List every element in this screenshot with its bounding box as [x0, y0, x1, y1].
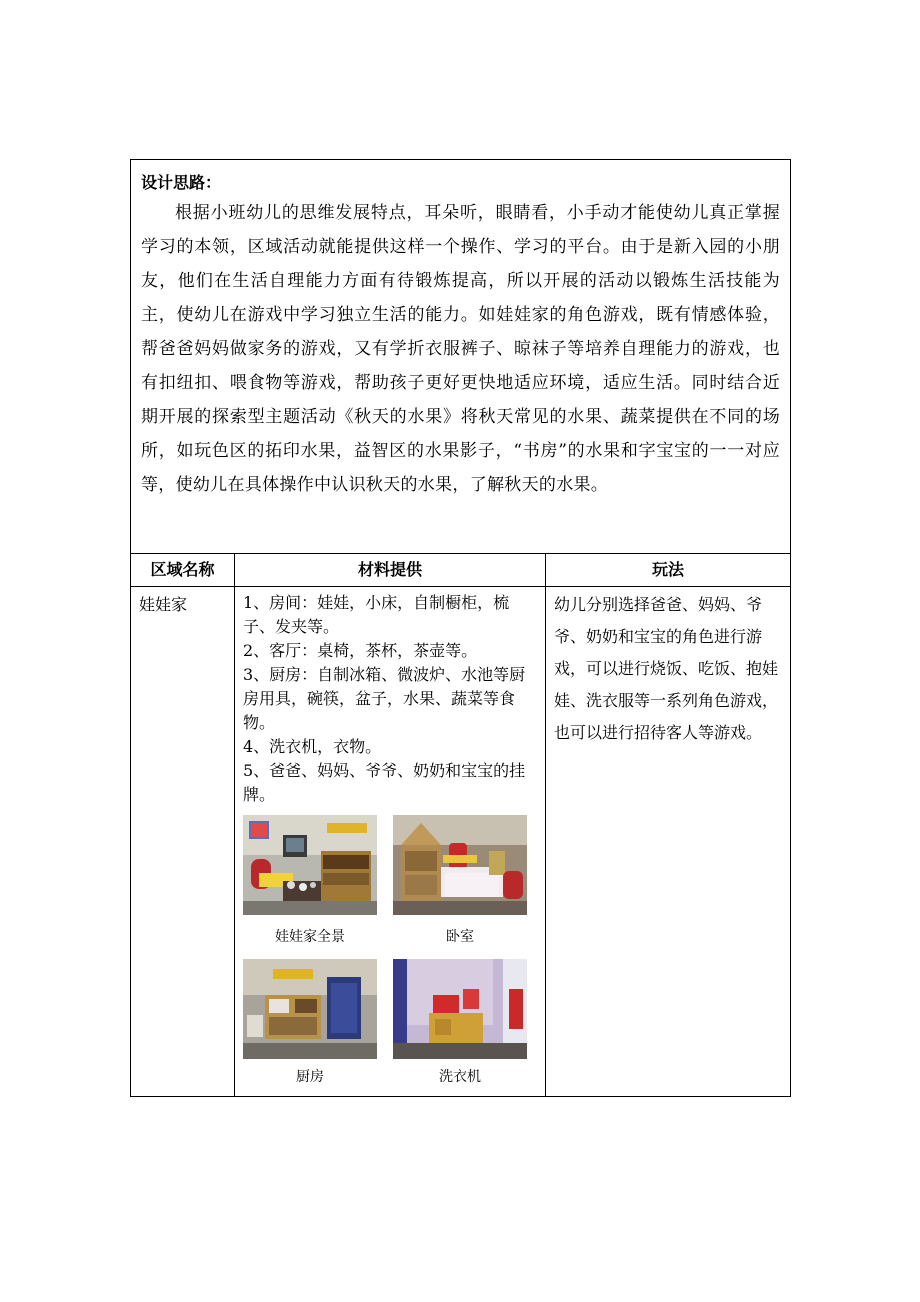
design-cell — [131, 160, 791, 554]
play-cell: 幼儿分别选择爸爸、妈妈、爷爷、奶奶和宝宝的角色进行游戏，可以进行烧饭、吃饭、抱娃娃、洗衣服等一系列角色游戏，也可以进行招待客人等游戏。 — [546, 587, 791, 1097]
material-item: 2、客厅：桌椅，茶杯，茶壶等。 — [243, 641, 478, 660]
photo-caption: 洗衣机 — [439, 1069, 481, 1085]
material-item: 3、厨房：自制冰箱、微波炉、水池等厨房用具，碗筷，盆子，水果、蔬菜等食物。 — [243, 665, 526, 732]
photo-grid — [243, 815, 537, 1091]
material-item: 5、爸爸、妈妈、爷爷、奶奶和宝宝的挂牌。 — [243, 761, 526, 804]
header-play: 玩法 — [546, 554, 791, 587]
materials-cell — [235, 587, 546, 1097]
area-name-cell: 娃娃家 — [131, 587, 235, 1097]
design-body: 根据小班幼儿的思维发展特点，耳朵听，眼睛看，小手动才能使幼儿真正掌握学习的本领，区域活动就能提供这样一个操作、学习的平台。由于是新入园的小朋友，他们在生活自理能力方面有待锻炼提高，所以开展的活动以锻炼生活技能为主，使幼儿在游戏中学习独立生活的能力。如娃娃家的角色游戏，既有情感体验，帮爸爸妈妈做家务的游戏，又有学折衣服裤子、晾袜子等培养自理能力的游戏，也有扣纽扣、喂食物等游戏，帮助孩子更好更快地适应环境，适应生活。同时结合近期开展的探索型主题活动《秋天的水果》将秋天常见的水果、蔬菜提供在不同的场所，如玩色区的拓印水果，益智区的水果影子，“书房”的水果和字宝宝的一一对应等，使幼儿在具体操作中认识秋天的水果，了解秋天的水果。 — [141, 203, 781, 495]
activity-table — [130, 159, 791, 1097]
photo-panorama — [243, 815, 377, 915]
material-item: 4、洗衣机，衣物。 — [243, 737, 382, 756]
photo-bedroom — [393, 815, 527, 915]
design-title: 设计思路： — [141, 173, 222, 192]
photo-kitchen — [243, 959, 377, 1059]
header-area-name: 区域名称 — [131, 554, 235, 587]
photo-caption: 娃娃家全景 — [275, 929, 345, 945]
header-materials: 材料提供 — [235, 554, 546, 587]
photo-washing-machine — [393, 959, 527, 1059]
document — [130, 159, 790, 1097]
photo-caption: 厨房 — [296, 1069, 324, 1085]
photo-caption: 卧室 — [446, 929, 474, 945]
material-item: 1、房间：娃娃，小床，自制橱柜，梳子、发夹等。 — [243, 593, 510, 636]
